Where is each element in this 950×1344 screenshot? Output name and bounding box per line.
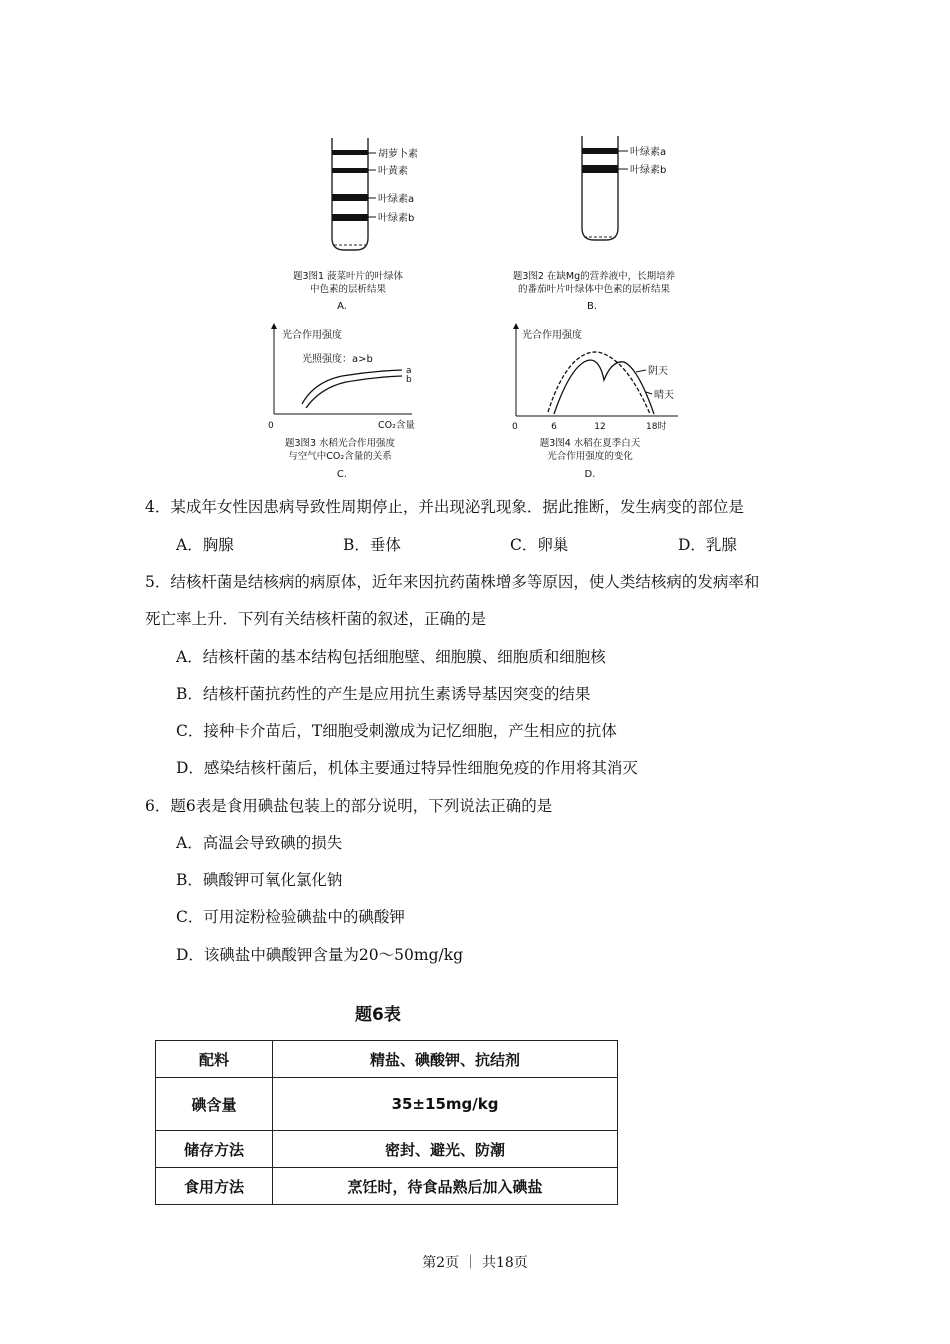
figure-caption: 光合作用强度的变化 <box>547 451 633 462</box>
question-5-option: D．感染结核杆菌后，机体主要通过特异性细胞免疫的作用将其消灭 <box>176 759 638 777</box>
question-4-option: D．乳腺 <box>678 536 737 554</box>
table-value: 35±15mg/kg <box>273 1078 618 1131</box>
question-4-option: A．胸腺 <box>176 536 234 554</box>
curve-a <box>302 370 402 404</box>
band-label: 叶黄素 <box>378 166 408 177</box>
question-5-option: B．结核杆菌抗药性的产生是应用抗生素诱导基因突变的结果 <box>176 685 591 703</box>
figure-c <box>262 322 462 484</box>
figure-caption: 题3图2 在缺Mg的营养液中，长期培养 <box>512 271 676 282</box>
band-label: 叶绿素a <box>378 194 415 205</box>
page-footer: 第2页 ｜ 共18页 <box>422 1255 528 1271</box>
table-row <box>156 1131 618 1168</box>
x-axis-label: CO₂含量 <box>378 420 415 431</box>
question-4-option: C．卵巢 <box>510 536 569 554</box>
figure-d <box>508 322 708 484</box>
figure-a <box>270 128 470 318</box>
figure-caption: 中色素的层析结果 <box>309 284 387 295</box>
question-4-option: B．垂体 <box>343 536 401 554</box>
table-key: 碘含量 <box>156 1078 273 1131</box>
table-value: 密封、避光、防潮 <box>273 1131 618 1168</box>
question-6-option: B．碘酸钾可氧化氯化钠 <box>176 871 343 889</box>
x-tick: 12 <box>594 422 606 432</box>
table-key: 储存方法 <box>156 1131 273 1168</box>
table-key: 配料 <box>156 1041 273 1078</box>
y-axis-label: 光合作用强度 <box>282 330 342 341</box>
figure-caption: 题3图3 水稻光合作用强度 <box>284 438 396 449</box>
question-5-option: A．结核杆菌的基本结构包括细胞壁、细胞膜、细胞质和细胞核 <box>176 648 606 666</box>
origin-label: 0 <box>268 421 274 431</box>
figure-letter: B. <box>586 301 598 312</box>
series-label: b <box>406 375 412 385</box>
figure-letter: A. <box>337 301 347 312</box>
question-5-stem: 5．结核杆菌是结核病的病原体，近年来因抗药菌株增多等原因，使人类结核病的发病率和 <box>145 573 760 591</box>
figure-b <box>510 128 730 318</box>
question-4-stem: 4．某成年女性因患病导致性周期停止，并出现泌乳现象．据此推断，发生病变的部位是 <box>145 498 744 516</box>
figure-caption: 的番茄叶片叶绿体中色素的层析结果 <box>517 284 671 295</box>
question-6-option: A．高温会导致碘的损失 <box>176 834 343 852</box>
figure-caption: 与空气中CO₂含量的关系 <box>288 451 392 462</box>
curve-b <box>306 376 402 408</box>
series-label: 阴天 <box>648 366 668 377</box>
x-tick: 18时 <box>646 422 667 432</box>
table-6-title: 题6表 <box>355 1005 401 1025</box>
curve-cloudy <box>548 352 650 414</box>
series-label: 晴天 <box>654 390 674 401</box>
series-label: a <box>406 366 412 376</box>
band-label: 叶绿素a <box>630 147 667 158</box>
band-label: 叶绿素b <box>378 213 415 224</box>
figure-caption: 题3图4 水稻在夏季白天 <box>539 438 641 449</box>
question-6-option: C．可用淀粉检验碘盐中的碘酸钾 <box>176 908 405 926</box>
table-row <box>156 1168 618 1205</box>
question-6-stem: 6．题6表是食用碘盐包装上的部分说明，下列说法正确的是 <box>145 797 553 815</box>
figure-caption: 题3图1 菠菜叶片的叶绿体 <box>292 271 404 282</box>
legend-text: 光照强度：a>b <box>302 354 373 365</box>
table-row <box>156 1078 618 1131</box>
question-6-option: D．该碘盐中碘酸钾含量为20～50mg/kg <box>176 946 464 964</box>
band-label: 叶绿素b <box>630 165 667 176</box>
table-6 <box>155 1040 618 1205</box>
table-row <box>156 1041 618 1078</box>
x-tick: 6 <box>551 422 557 432</box>
table-value: 精盐、碘酸钾、抗结剂 <box>273 1041 618 1078</box>
question-5-stem: 死亡率上升．下列有关结核杆菌的叙述，正确的是 <box>145 610 487 628</box>
question-5-option: C．接种卡介苗后，T细胞受刺激成为记忆细胞，产生相应的抗体 <box>176 722 617 740</box>
table-key: 食用方法 <box>156 1168 273 1205</box>
figure-letter: C. <box>336 469 348 480</box>
origin-label: 0 <box>512 422 518 432</box>
table-value: 烹饪时，待食品熟后加入碘盐 <box>273 1168 618 1205</box>
y-axis-label: 光合作用强度 <box>522 330 582 341</box>
band-label: 胡萝卜素 <box>378 149 418 160</box>
figure-letter: D. <box>584 469 596 480</box>
